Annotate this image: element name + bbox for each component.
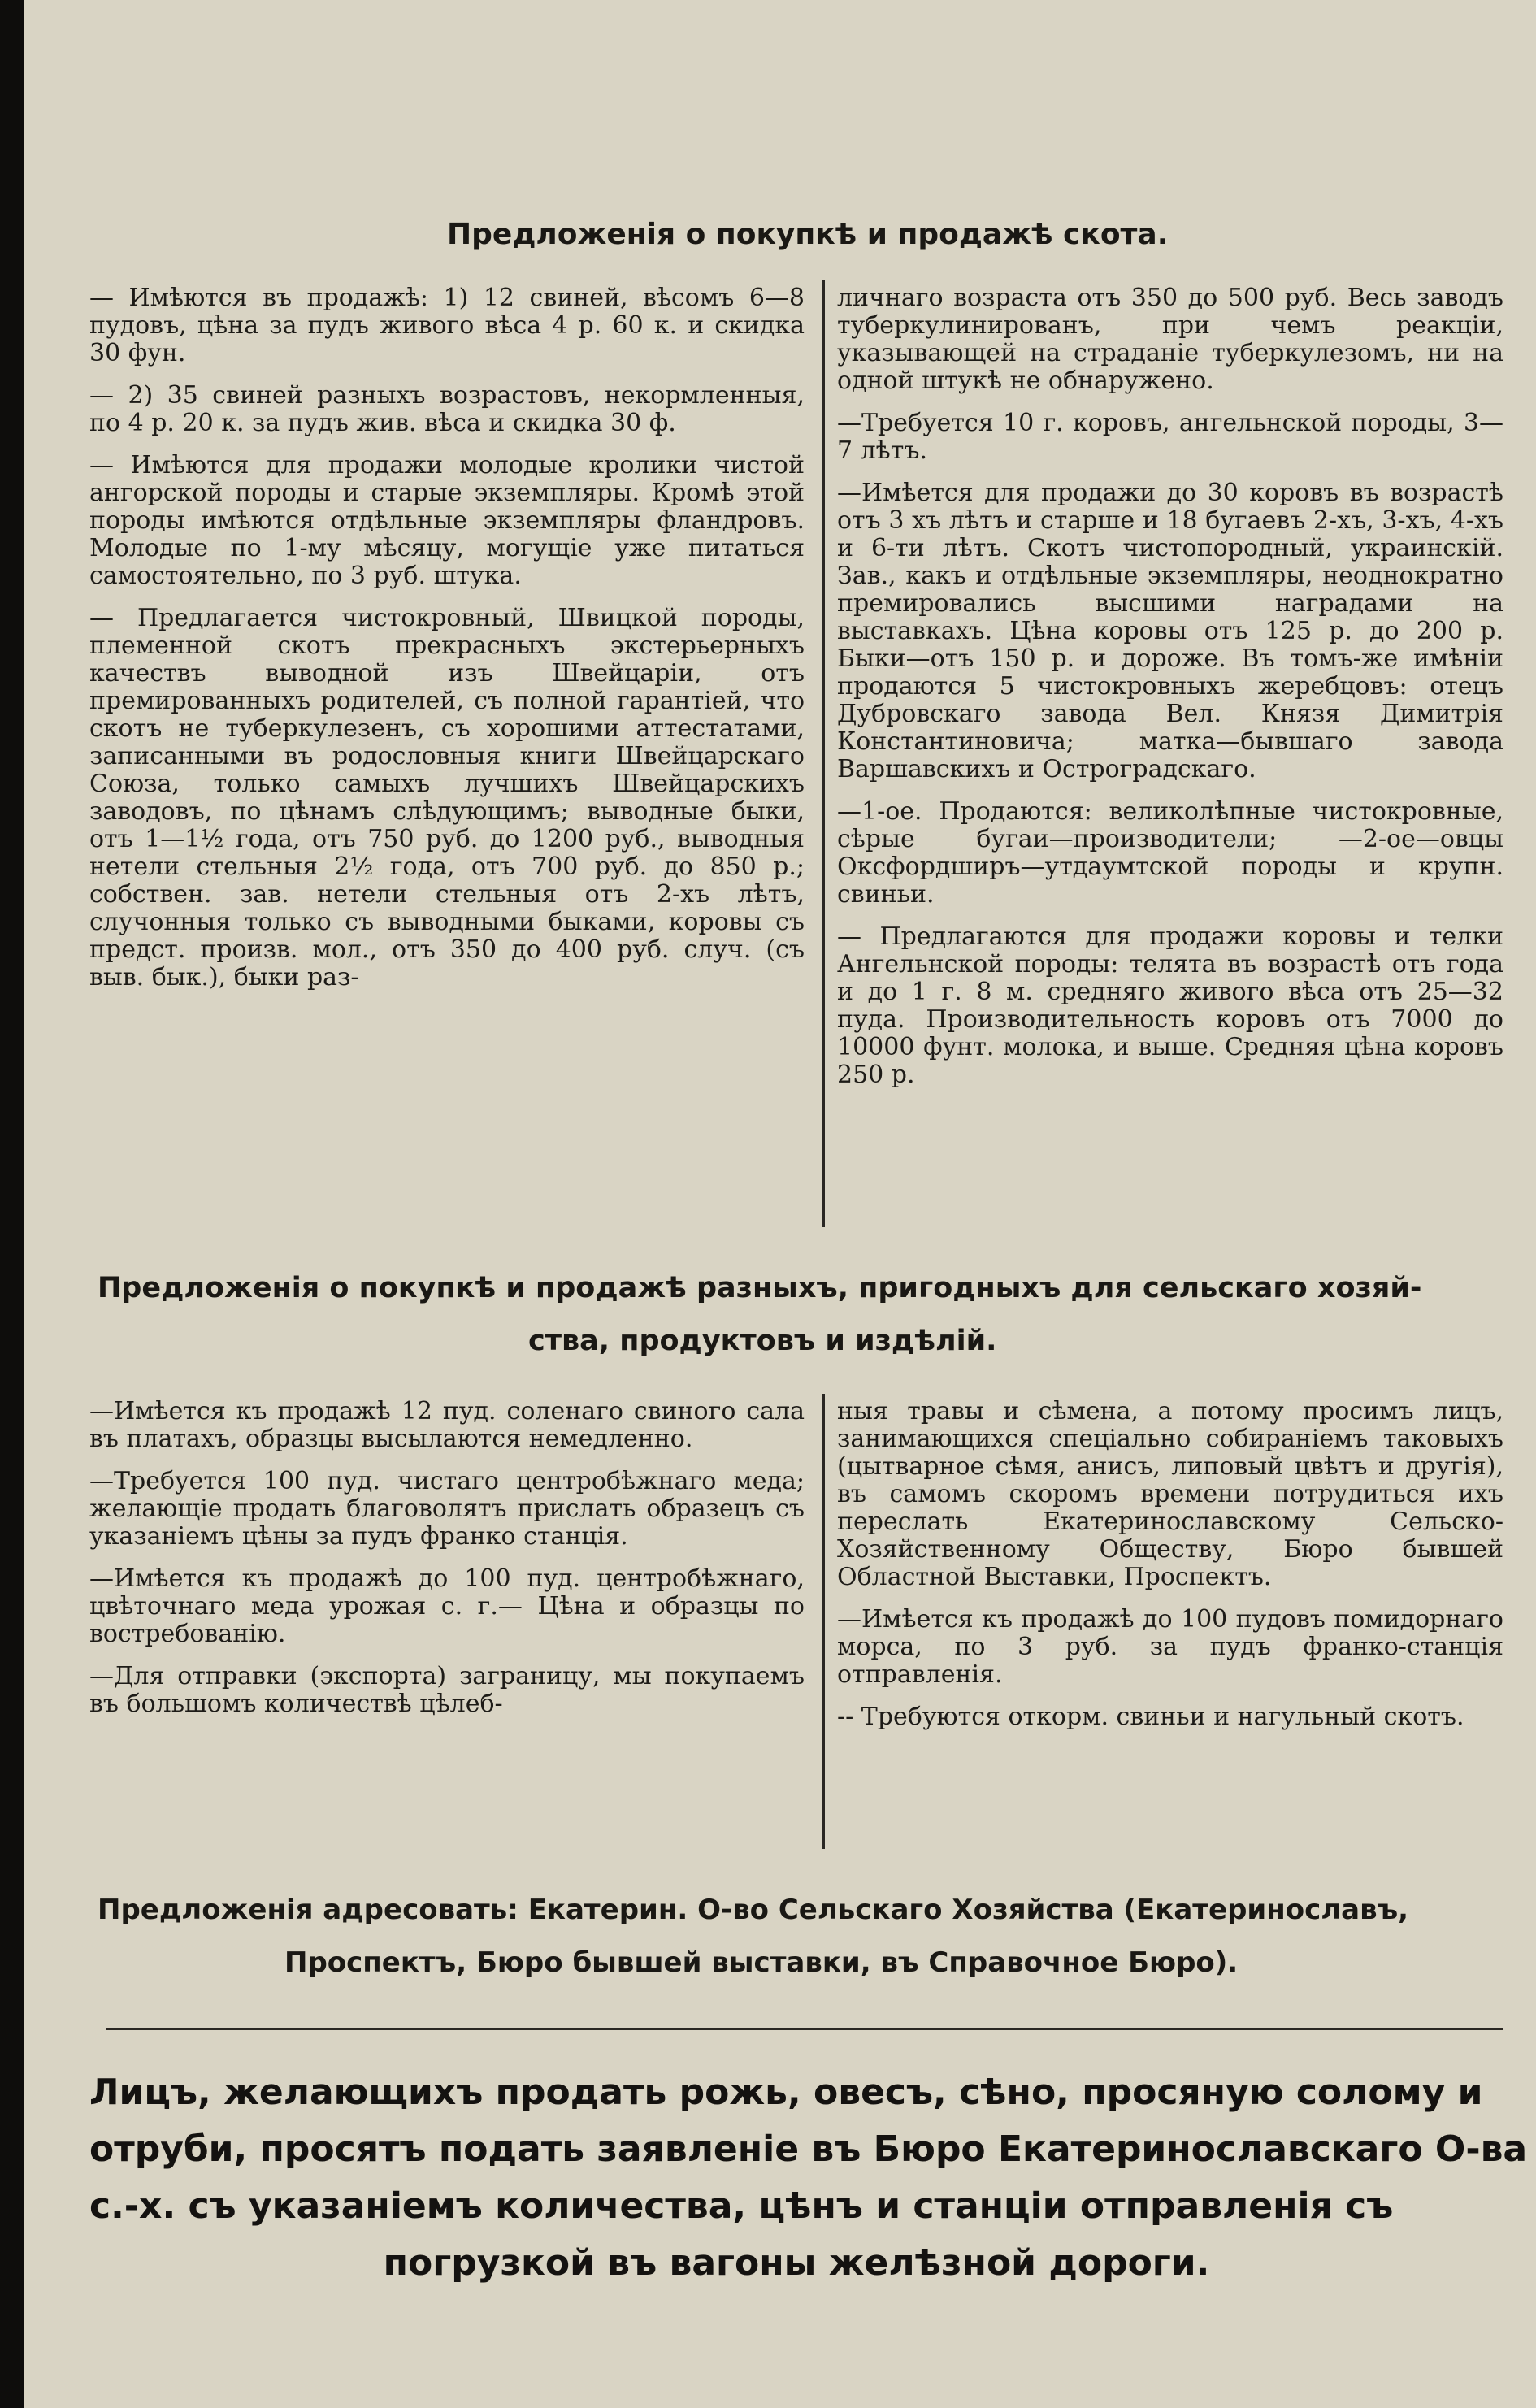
section1-left-column: [89, 284, 805, 1006]
newspaper-page: [24, 0, 1536, 2408]
ad-swiss-cattle-cont: личнаго возраста отъ 350 до 500 руб. Весь заводъ туберкулинированъ, при чемъ реакціи, указывающей на страданіе туберкулезомъ, ни на одной штукѣ не обнаружено.: [837, 284, 1503, 395]
section1-column-divider: [822, 280, 825, 1227]
section1-title: Предложенія о покупкѣ и продажѣ скота.: [447, 218, 1169, 251]
ad-ukrainian-cattle: —Имѣется для продажи до 30 коровъ въ возрастѣ отъ 3 хъ лѣтъ и старше и 18 бугаевъ 2-хъ, 3-хъ, 4-хъ и 6-ти лѣтъ. Скотъ чистопородный, украинскій. Зав., какъ и отдѣльные экземпляры, неоднократно премировались высшими наградами на выставкахъ. Цѣна коровы отъ 125 р. до 200 р. Быки—отъ 150 р. и дороже. Въ томъ-же имѣніи продаются 5 чистокровныхъ жеребцовъ: отецъ Дубровскаго завода Вел. Князя Димитрія Константиновича; матка—бывшаго завода Варшавскихъ и Остроградскаго.: [837, 479, 1503, 783]
ad-wanted-honey: —Требуется 100 пуд. чистаго центробѣжнаго меда; желающіе продать благоволятъ прислать образецъ съ указаніемъ цѣны за пудъ франко станція.: [89, 1467, 805, 1551]
section2-right-column: [837, 1398, 1503, 1746]
address-line1: Предложенія адресовать: Екатерин. О-во Сельскаго Хозяйства (Екатеринославъ,: [98, 1894, 1409, 1926]
section2-left-column: [89, 1398, 805, 1733]
ad-rabbits: — Имѣются для продажи молодые кролики чистой ангорской породы и старые экземпляры. Кромѣ этой породы имѣются отдѣльные экземпляры фландровъ. Молодые по 1-му мѣсяцу, могущіе уже питаться самостоятельно, по 3 руб. штука.: [89, 451, 805, 590]
section2-column-divider: [822, 1394, 825, 1849]
ad-tomato-juice: —Имѣется къ продажѣ до 100 пудовъ помидорнаго морса, по 3 руб. за пудъ франко-станція отправленія.: [837, 1605, 1503, 1689]
grain-announcement: [89, 2064, 1528, 2292]
ad-wanted-pigs: -- Требуются откорм. свиньи и нагульный скотъ.: [837, 1703, 1464, 1731]
ad-salted-lard: —Имѣется къ продажѣ 12 пуд. соленаго свиного сала въ платахъ, образцы высылаются немедленно.: [89, 1397, 805, 1453]
announcement-line2: отруби, просятъ подать заявленіе въ Бюро Екатеринославскаго О-ва: [89, 2128, 1528, 2170]
ad-swiss-cattle: — Предлагается чистокровный, Швицкой породы, племенной скотъ прекрасныхъ экстерьерныхъ качествъ выводной изъ Швейцаріи, отъ премированныхъ родителей, съ полной гарантіей, что скотъ не туберкулезенъ, съ хорошими аттестатами, записанными въ родословныя книги Швейцарскаго Союза, только самыхъ лучшихъ Швейцарскихъ заводовъ, по цѣнамъ слѣдующимъ; выводные быки, отъ 1—1½ года, отъ 750 руб. до 1200 руб., выводныя нетели стельныя 2½ года, отъ 700 руб. до 850 р.; собствен. зав. нетели стельныя отъ 2-хъ лѣтъ, случонныя только съ выводными быками, коровы съ предст. произв. мол., отъ 350 до 400 руб. случ. (съ выв. бык.), быки раз-: [89, 604, 805, 991]
ad-bulls-sheep: —1-ое. Продаются: великолѣпные чистокровные, сѣрые бугаи—производители; —2-ое—овцы Оксфордширъ—утдаумтской породы и крупн. свиньи.: [837, 797, 1503, 909]
ad-export-herbs: —Для отправки (экспорта) заграницу, мы покупаемъ въ большомъ количествѣ цѣлеб-: [89, 1662, 805, 1718]
separator-rule: [106, 2028, 1503, 2030]
ad-pigs-2: — 2) 35 свиней разныхъ возрастовъ, некормленныя, по 4 р. 20 к. за пудъ жив. вѣса и скидка 30 ф.: [89, 381, 805, 437]
ad-export-herbs-cont: ныя травы и сѣмена, а потому просимъ лицъ, занимающихся спеціально собираніемъ таковыхъ (цытварное сѣмя, анисъ, липовый цвѣтъ и другія), въ самомъ скоромъ времени потрудиться ихъ переслать Екатеринославскому Сельско-Хозяйственному Обществу, Бюро бывшей Областной Выставки, Проспектъ.: [837, 1397, 1503, 1591]
announcement-line1: Лицъ, желающихъ продать рожь, овесъ, сѣно, просяную солому и: [89, 2072, 1483, 2113]
section2-title-line1: Предложенія о покупкѣ и продажѣ разныхъ, пригодныхъ для сельскаго хозяй-: [98, 1272, 1422, 1304]
announcement-line3: с.-х. съ указаніемъ количества, цѣнъ и станціи отправленія съ: [89, 2185, 1394, 2227]
ad-honey-for-sale: —Имѣется къ продажѣ до 100 пуд. центробѣжнаго, цвѣточнаго меда урожая с. г.— Цѣна и образцы по востребованію.: [89, 1564, 805, 1648]
ad-pigs-1: — Имѣются въ продажѣ: 1) 12 свиней, вѣсомъ 6—8 пудовъ, цѣна за пудъ живого вѣса 4 р. 60 к. и скидка 30 фун.: [89, 284, 805, 367]
ad-angeln-cows: — Предлагаются для продажи коровы и телки Ангельнской породы: телята въ возрастѣ отъ года и до 1 г. 8 м. средняго живого вѣса отъ 25—32 пуда. Производительность коровъ отъ 7000 до 10000 фунт. молока, и выше. Средняя цѣна коровъ 250 р.: [837, 922, 1503, 1089]
address-line2: Проспектъ, Бюро бывшей выставки, въ Справочное Бюро).: [284, 1946, 1239, 1979]
ad-wanted-cows: —Требуется 10 г. коровъ, ангельнской породы, 3—7 лѣтъ.: [837, 409, 1503, 465]
section2-title-line2: ства, продуктовъ и издѣлій.: [528, 1325, 997, 1357]
announcement-line4: погрузкой въ вагоны желѣзной дороги.: [383, 2242, 1210, 2284]
section1-right-column: [837, 284, 1503, 1104]
